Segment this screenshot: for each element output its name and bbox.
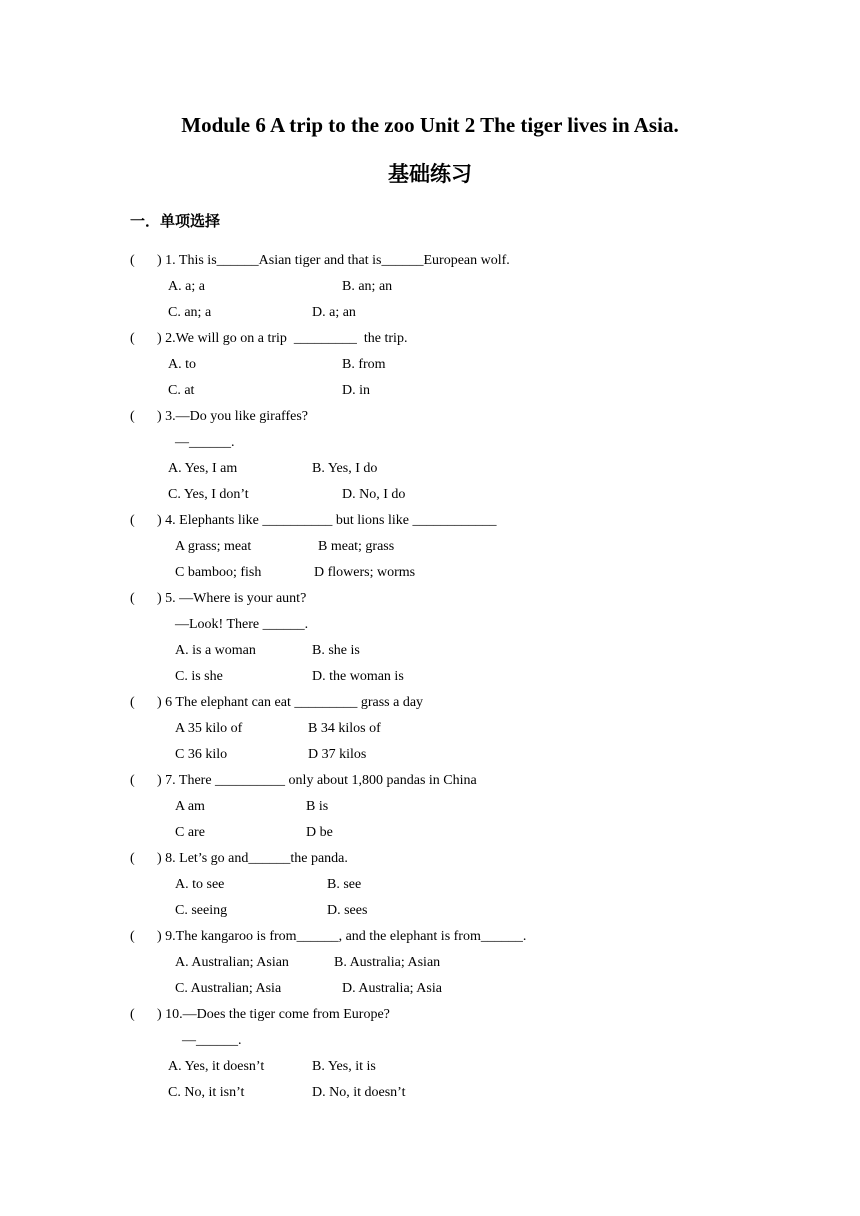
option-choice: C. No, it isn’t xyxy=(168,1085,245,1100)
option-choice: B. Australia; Asian xyxy=(334,955,441,970)
question-paren: ( xyxy=(130,591,135,606)
question-stem: ) 1. This is______Asian tiger and that is______European wolf. xyxy=(157,253,510,268)
option-choice: D flowers; worms xyxy=(314,565,416,580)
option-choice: D. a; an xyxy=(312,305,356,320)
option-choice: A. to see xyxy=(175,877,225,892)
option-choice: A grass; meat xyxy=(175,539,252,554)
option-choice: A am xyxy=(175,799,205,814)
question-paren: ( xyxy=(130,331,135,346)
option-choice: A. to xyxy=(168,357,196,372)
question-paren: ( xyxy=(130,513,135,528)
question-stem: ) 8. Let’s go and______the panda. xyxy=(157,851,348,866)
option-choice: C. is she xyxy=(175,669,223,684)
page-title: Module 6 A trip to the zoo Unit 2 The tiger lives in Asia. xyxy=(181,113,679,137)
option-choice: B. an; an xyxy=(342,279,393,294)
option-choice: C. Australian; Asia xyxy=(175,981,282,996)
option-choice: B. from xyxy=(342,357,386,372)
question-stem: ) 6 The elephant can eat _________ grass a day xyxy=(157,695,424,710)
question-paren: ( xyxy=(130,695,135,710)
option-choice: C. seeing xyxy=(175,903,228,918)
option-choice: D. sees xyxy=(327,903,368,918)
option-choice: D. No, it doesn’t xyxy=(312,1085,406,1100)
option-choice: D. Australia; Asia xyxy=(342,981,442,996)
option-choice: A. a; a xyxy=(168,279,205,294)
option-choice: D. No, I do xyxy=(342,487,406,502)
question-stem: ) 4. Elephants like __________ but lions like ____________ xyxy=(157,513,497,528)
option-choice: B. see xyxy=(327,877,362,892)
option-choice: A. Yes, I am xyxy=(168,461,238,476)
option-choice: C 36 kilo xyxy=(175,747,228,762)
question-stem: ) 2.We will go on a trip _________ the trip. xyxy=(157,331,408,346)
option-choice: A. is a woman xyxy=(175,643,256,658)
question-stem: ) 10.—Does the tiger come from Europe? xyxy=(157,1007,390,1022)
question-paren: ( xyxy=(130,1007,135,1022)
option-choice: D. in xyxy=(342,383,370,398)
option-choice: B. Yes, I do xyxy=(312,461,378,476)
question-response: —Look! There ______. xyxy=(175,617,309,632)
section-heading: 一．单项选择 xyxy=(130,212,221,230)
question-stem: ) 9.The kangaroo is from______, and the elephant is from______. xyxy=(157,929,527,944)
question-stem: ) 7. There __________ only about 1,800 pandas in China xyxy=(157,773,477,788)
option-choice: C bamboo; fish xyxy=(175,565,262,580)
question-stem: ) 3.—Do you like giraffes? xyxy=(157,409,308,424)
option-choice: B 34 kilos of xyxy=(308,721,381,736)
option-choice: C are xyxy=(175,825,205,840)
option-choice: C. at xyxy=(168,383,195,398)
question-response: —______. xyxy=(175,435,235,450)
option-choice: D. the woman is xyxy=(312,669,404,684)
question-paren: ( xyxy=(130,929,135,944)
question-paren: ( xyxy=(130,851,135,866)
option-choice: D 37 kilos xyxy=(308,747,367,762)
option-choice: C. Yes, I don’t xyxy=(168,487,249,502)
question-paren: ( xyxy=(130,773,135,788)
option-choice: B. Yes, it is xyxy=(312,1059,376,1074)
option-choice: D be xyxy=(306,825,333,840)
page-subtitle: 基础练习 xyxy=(388,162,472,186)
option-choice: B. she is xyxy=(312,643,360,658)
question-paren: ( xyxy=(130,253,135,268)
question-stem: ) 5. —Where is your aunt? xyxy=(157,591,307,606)
question-response: —______. xyxy=(182,1033,242,1048)
option-choice: A. Australian; Asian xyxy=(175,955,289,970)
option-choice: B is xyxy=(306,799,329,814)
option-choice: A 35 kilo of xyxy=(175,721,243,736)
question-paren: ( xyxy=(130,409,135,424)
option-choice: C. an; a xyxy=(168,305,212,320)
option-choice: A. Yes, it doesn’t xyxy=(168,1059,265,1074)
option-choice: B meat; grass xyxy=(318,539,395,554)
